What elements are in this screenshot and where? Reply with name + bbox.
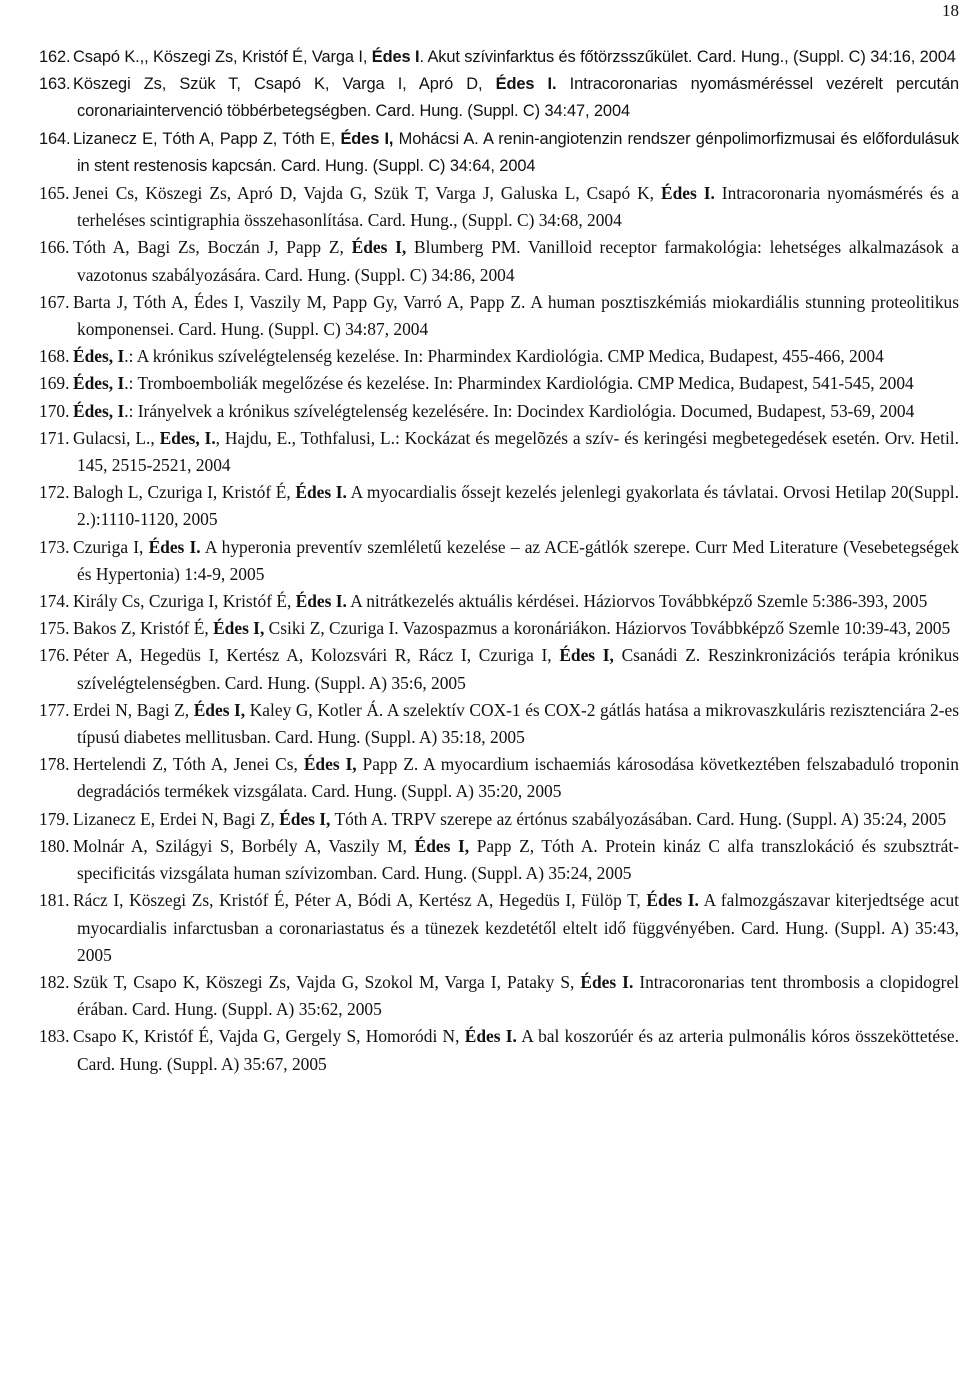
reference-number: 163. [39,75,71,94]
reference-author-highlight: Édes I, [279,808,331,829]
reference-text: Lizanecz E, Erdei N, Bagi Z, [73,808,280,829]
reference-item [39,479,959,533]
reference-text: Erdei N, Bagi Z, [73,699,194,720]
reference-item [39,751,959,805]
reference-item [39,370,959,397]
reference-number: 183. [39,1026,70,1047]
reference-text: Csanádi Z. Reszinkronizációs terápia krónikus szívelégtelenségben. Card. Hung. (Suppl. A) 35:6, 2005 [77,645,959,693]
reference-number: 182. [39,971,70,992]
reference-text: Molnár A, Szilágyi S, Borbély A, Vaszily M, [73,835,415,856]
reference-author-highlight: Édes I. [295,482,347,503]
reference-item [39,71,959,125]
reference-item [39,398,959,425]
reference-text: Hertelendi Z, Tóth A, Jenei Cs, [73,754,304,775]
reference-item [39,697,959,751]
reference-number: 169. [39,373,70,394]
reference-item [39,887,959,969]
reference-author-highlight: Édes, I [73,373,125,394]
reference-number: 176. [39,645,70,666]
reference-text: Papp Z, Tóth A. Protein kináz C alfa transzlokáció és szubsztrát-specificitás vizsgálata human szívizomban. Card. Hung. (Suppl. A) 35:24, 2005 [77,835,959,884]
reference-number: 174. [39,591,70,612]
reference-author-highlight: Édes I, [414,835,470,856]
reference-list [39,44,959,1078]
reference-number: 168. [39,346,70,367]
reference-number: 171. [39,427,70,448]
reference-author-highlight: Édes I. [464,1026,517,1047]
reference-text: A nitrátkezelés aktuális kérdései. Háziorvos Továbbképző Szemle 5:386-393, 2005 [346,591,928,612]
reference-author-highlight: Édes I. [148,536,201,557]
reference-author-highlight: Édes I, [559,645,614,666]
reference-text: Intracoronarias nyomásméréssel vezérelt percután coronariaintervenció többérbetegségben. Card. Hung. (Suppl. C) 34:47, 2004 [77,75,960,121]
reference-text: Gulacsi, L., [73,427,160,448]
reference-text: Intracoronarias tent thrombosis a clopidogrel érában. Card. Hung. (Suppl. A) 35:62, 2005 [77,971,959,1020]
reference-author-highlight: Édes I. [660,183,715,204]
reference-item [39,425,959,479]
reference-author-highlight: Édes I. [646,890,699,911]
reference-author-highlight: Édes I, [303,754,357,775]
reference-author-highlight: Édes I. [580,971,634,992]
reference-item [39,642,959,696]
reference-text: Blumberg PM. Vanilloid receptor farmakológia: lehetséges alkalmazások a vazotonus szabályozására. Card. Hung. (Suppl. C) 34:86, 2004 [77,237,959,285]
reference-text: A falmozgászavar kiterjedtsége acut myocardialis infarctusban a coronariastatus és a tünezek kezdetétől eltelt idő függvényében. Card. Hung. (Suppl. A) 35:43, 2005 [77,890,959,965]
reference-text: Csiki Z, Czuriga I. Vazospazmus a koronáriákon. Háziorvos Továbbképző Szemle 10:39-43, 2005 [264,618,951,639]
reference-text: .: Irányelvek a krónikus szívelégtelenség kezelésére. In: Docindex Kardiológia. Documed, Budapest, 53-69, 2004 [124,400,915,421]
reference-item [39,615,959,642]
reference-item [39,588,959,615]
reference-text: Tóth A, Bagi Zs, Boczán J, Papp Z, [73,237,352,258]
reference-text: . Akut szívinfarktus és főtörzsszűkület. Card. Hung., (Suppl. C) 34:16, 2004 [419,48,956,66]
reference-number: 167. [39,291,70,312]
reference-author-highlight: Édes, I [73,400,125,421]
reference-text: Barta J, Tóth A, Édes I, Vaszily M, Papp Gy, Varró A, Papp Z. A human posztiszkémiás miokardiális stunning proteolitikus komponensei. Card. Hung. (Suppl. C) 34:87, 2004 [73,291,959,340]
reference-number: 181. [39,890,70,911]
reference-item [39,234,959,288]
reference-number: 175. [39,618,70,639]
reference-number: 170. [39,400,70,421]
reference-text: .: Tromboemboliák megelőzése és kezelése. In: Pharmindex Kardiológia. CMP Medica, Budapest, 541-545, 2004 [124,373,914,394]
reference-number: 178. [39,754,70,775]
reference-number: 164. [39,129,71,148]
reference-number: 172. [39,482,70,503]
reference-text: .: A krónikus szívelégtelenség kezelése. In: Pharmindex Kardiológia. CMP Medica, Budapest, 455-466, 2004 [124,346,884,367]
reference-text: A myocardialis őssejt kezelés jelenlegi gyakorlata és távlatai. Orvosi Hetilap 20(Suppl. 2.):1110-1120, 2005 [77,482,959,530]
reference-text: Király Cs, Czuriga I, Kristóf É, [73,591,296,612]
reference-text: Péter A, Hegedüs I, Kertész A, Kolozsvári R, Rácz I, Czuriga I, [73,645,560,666]
reference-item [39,126,959,180]
reference-author-highlight: Édes, I [73,346,125,367]
reference-text: A bal koszorúér és az arteria pulmonális kóros összeköttetése. Card. Hung. (Suppl. A) 35:67, 2005 [77,1026,959,1074]
reference-text: Csapo K, Kristóf É, Vajda G, Gergely S, Homoródi N, [73,1026,465,1047]
reference-number: 166. [39,237,70,258]
reference-text: Tóth A. TRPV szerepe az értónus szabályozásában. Card. Hung. (Suppl. A) 35:24, 2005 [330,808,947,829]
reference-item [39,969,959,1023]
reference-number: 177. [39,699,70,720]
reference-text: Czuriga I, [73,536,149,557]
reference-author-highlight: Edes, I. [159,427,216,448]
reference-author-highlight: Édes I. [295,591,347,612]
reference-author-highlight: Édes I, [213,618,265,639]
reference-item [39,289,959,343]
reference-item [39,806,959,833]
reference-item [39,833,959,887]
reference-number: 180. [39,835,70,856]
reference-number: 179. [39,808,70,829]
reference-text: A hyperonia preventív szemléletű kezelése – az ACE-gátlók szerepe. Curr Med Literature (Vesebetegségek és Hypertonia) 1:4-9, 2005 [77,536,959,584]
reference-item [39,534,959,588]
reference-text: Mohácsi A. A renin-angiotenzin rendszer génpolimorfizmusai és előfordulásuk in stent restenosis kapcsán. Card. Hung. (Suppl. C) 34:64, 2004 [77,129,959,175]
reference-text: Jenei Cs, Köszegi Zs, Apró D, Vajda G, Szük T, Varga J, Galuska L, Csapó K, [73,183,661,204]
reference-text: Balogh L, Czuriga I, Kristóf É, [73,482,296,503]
reference-text: Intracoronaria nyomásmérés és a terheléses scintigraphia összehasonlítása. Card. Hung., (Suppl. C) 34:68, 2004 [77,183,959,231]
reference-text: Kaley G, Kotler Á. A szelektív COX-1 és COX-2 gátlás hatása a mikrovaszkuláris rezisztenciára 2-es típusú diabetes mellitusban. Card. Hung. (Suppl. A) 35:18, 2005 [77,699,959,748]
reference-text: Köszegi Zs, Szük T, Csapó K, Varga I, Apró D, [73,75,496,94]
reference-number: 165. [39,183,70,204]
reference-text: Szük T, Csapo K, Köszegi Zs, Vajda G, Szokol M, Varga I, Pataky S, [73,971,581,992]
reference-text: Lizanecz E, Tóth A, Papp Z, Tóth E, [73,129,341,148]
reference-text: Rácz I, Köszegi Zs, Kristóf É, Péter A, Bódi A, Kertész A, Hegedüs I, Fülöp T, [73,890,647,911]
reference-author-highlight: Édes I, [351,237,407,258]
reference-item [39,44,959,71]
reference-text: , Hajdu, E., Tothfalusi, L.: Kockázat és megelõzés a szív- és keringési megbetegedések esetén. Orv. Hetil. 145, 2515-2521, 2004 [77,427,959,476]
reference-author-highlight: Édes I. [495,75,557,94]
reference-item [39,1023,959,1077]
reference-item [39,180,959,234]
reference-number: 173. [39,536,70,557]
reference-text: Bakos Z, Kristóf É, [73,618,214,639]
page-number: 18 [942,1,959,20]
reference-text: Csapó K.,, Köszegi Zs, Kristóf É, Varga I, [73,48,372,66]
reference-author-highlight: Édes I, [193,699,246,720]
reference-item [39,343,959,370]
reference-text: Papp Z. A myocardium ischaemiás károsodása következtében felszabaduló troponin degradációs termékek vizsgálata. Card. Hung. (Suppl. A) 35:20, 2005 [77,754,959,802]
reference-author-highlight: Édes I [371,48,420,66]
reference-number: 162. [39,48,71,66]
reference-author-highlight: Édes I, [340,129,394,148]
